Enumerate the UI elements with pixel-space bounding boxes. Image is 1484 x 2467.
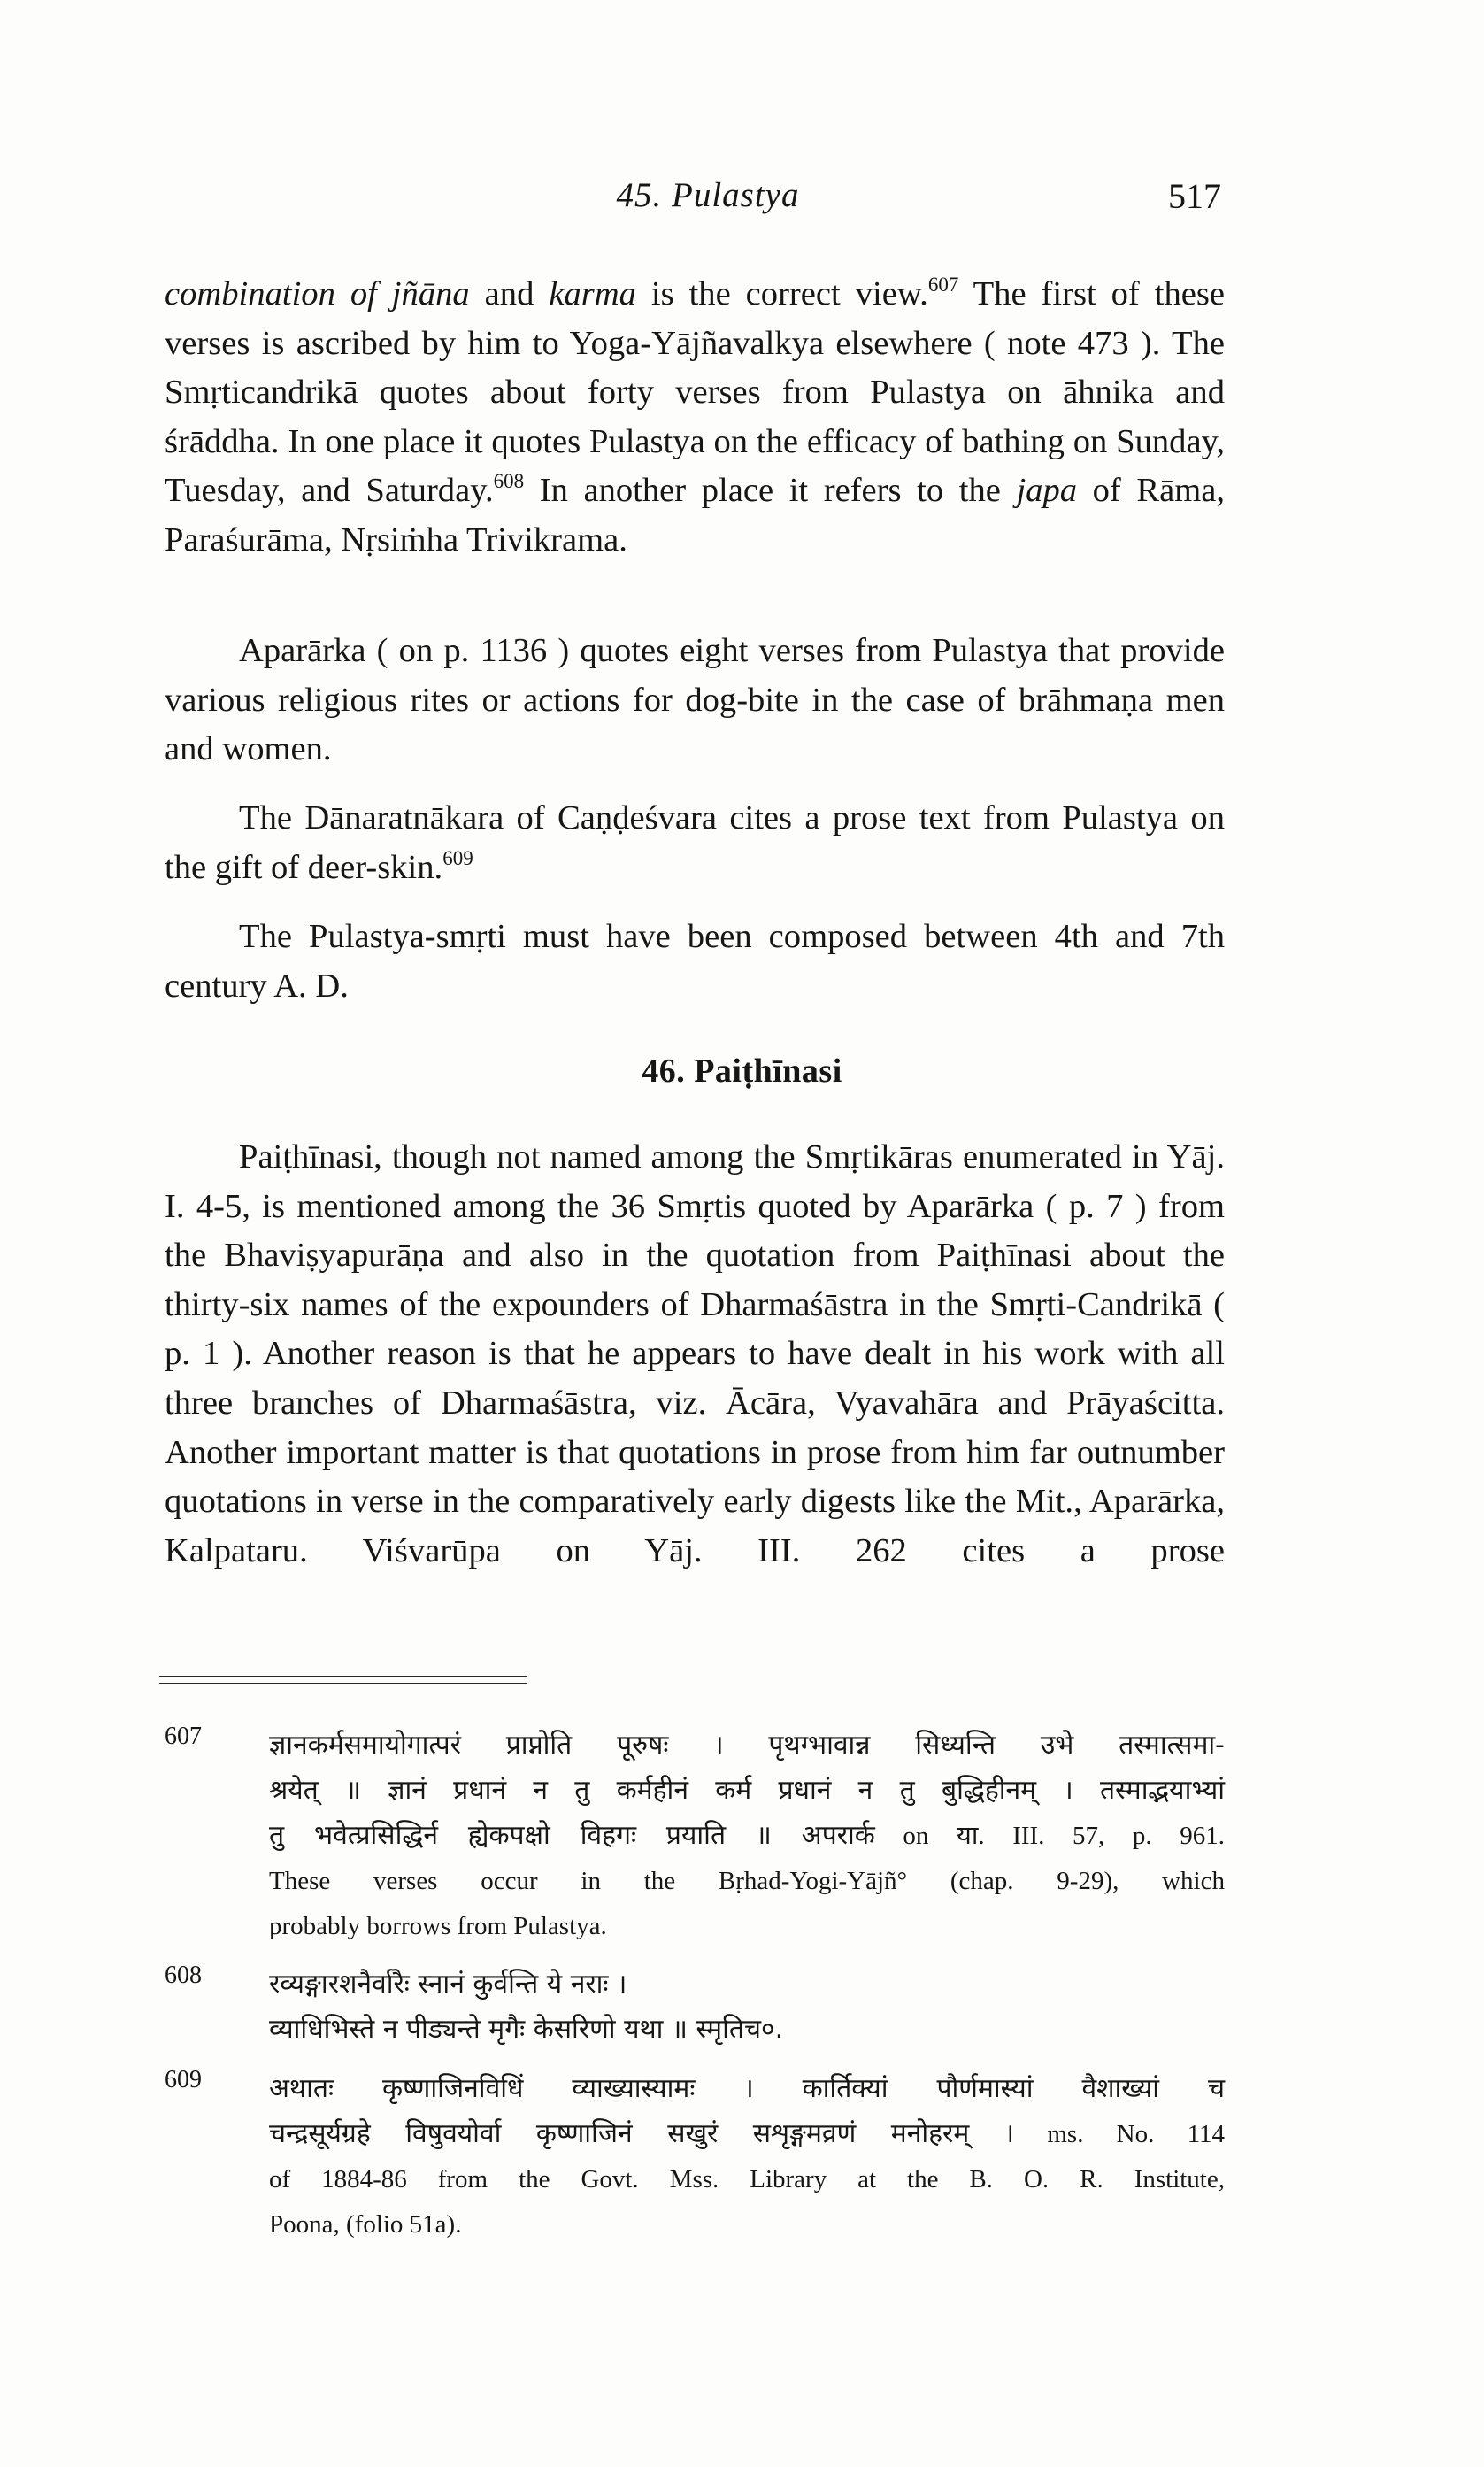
footnote-ref-607: 607 <box>927 274 959 296</box>
italic-phrase: combination of jñāna <box>165 275 470 312</box>
page-header <box>0 175 1484 228</box>
footnote-divider <box>159 1676 527 1684</box>
section-heading: 46. Paiṭhīnasi <box>642 1052 842 1090</box>
paragraph-4: The Pulastya-smṛti must have been composed between 4th and 7th century A. D. <box>165 918 1225 1005</box>
footnote-607: 607 ज्ञानकर्मसमायोगात्परं प्राप्नोति पूरुषः । पृथग्भावान्न सिध्यन्ति उभे तस्मात्समा- श्रयेत् ॥ ज्ञानं प्रधानं न तु कर्महीनं कर्म प्रधानं न तु बुद्धिहीनम् । तस्माद्भयाभ्यां तु भवेत्प्रसिद्धिर्न ह्येकपक्षो विहगः प्रयाति ॥ अपरार्क on या. III. 57, p. 961. These verses occur in the Bṛhad-Yogi-Yājñ° (chap. 9-29), which probably borrows from Pulastya. <box>165 1723 1225 1940</box>
paragraph-2: Aparārka ( on p. 1136 ) quotes eight verses from Pulastya that provide various religious rites or actions for dog-bite in the case of brāhmaṇa men and women. <box>165 632 1225 768</box>
running-head: 45. Pulastya <box>616 176 800 214</box>
footnote-number: 608 <box>165 1962 202 1989</box>
footnote-608: 608 रव्यङ्गारशनैर्वारैः स्नानं कुर्वन्ति ये नराः । व्याधिभिस्ते न पीड्यन्ते मृगैः केसरिणो यथा ॥ स्मृतिच०. <box>165 1962 784 2045</box>
footnote-number: 609 <box>165 2066 202 2093</box>
footnote-609: 609 अथातः कृष्णाजिनविधिं व्याख्यास्यामः । कार्तिक्यां पौर्णमास्यां वैशाख्यां च चन्द्रसूर्यग्रहे विषुवयोर्वा कृष्णाजिनं सखुरं सशृङ्गमव्रणं मनोहरम् । ms. No. 114 of 1884-86 from the Govt. Mss. Library at the B. O. R. Institute, Poona, (folio 51a). <box>165 2066 1225 2239</box>
paragraph-5: Paiṭhīnasi, though not named among the Smṛtikāras enumerated in Yāj. I. 4-5, is mentioned among the 36 Smṛtis quoted by Aparārka ( p. 7 ) from the Bhaviṣyapurāṇa and also in the quotation from Paiṭhīnasi about the thirty-six names of the expounders of Dharmaśāstra in the Smṛti-Candrikā ( p. 1 ). Another reason is that he appears to have dealt in his work with all three branches of Dharmaśāstra, viz. Ācāra, Vyavahāra and Prāyaścitta. Another important matter is that quotations in prose from him far outnumber quotations in verse in the comparatively early digests like the Mit., Aparārka, Kalpataru. Viśvarūpa on Yāj. III. 262 cites a prose <box>165 1138 1225 1569</box>
paragraph-3: The Dānaratnākara of Caṇḍeśvara cites a prose text from Pulastya on the gift of deer-skin.$^{609}$ <box>165 799 1225 886</box>
footnote-number: 607 <box>165 1723 202 1750</box>
italic-term: karma <box>549 275 636 312</box>
paragraph-1: combination of jñāna and karma is the correct view.$^{607}$ The first of these verses is ascribed by him to Yoga-Yājñavalkya elsewhere ( note 473 ). The Smṛticandrikā quotes about forty verses from Pulastya on āhnika and śrāddha. In one place it quotes Pulastya on the efficacy of bathing on Sunday, Tuesday, and Saturday.$^{608}$ In another place it refers to the japa of Rāma, Paraśurāma, Nṛsiṁha Trivikrama. <box>165 274 1226 559</box>
page-number: 517 <box>1168 176 1221 216</box>
footnote-ref-608: 608 <box>493 470 525 493</box>
footnote-ref-609: 609 <box>442 846 473 869</box>
italic-term: japa <box>1016 472 1078 510</box>
